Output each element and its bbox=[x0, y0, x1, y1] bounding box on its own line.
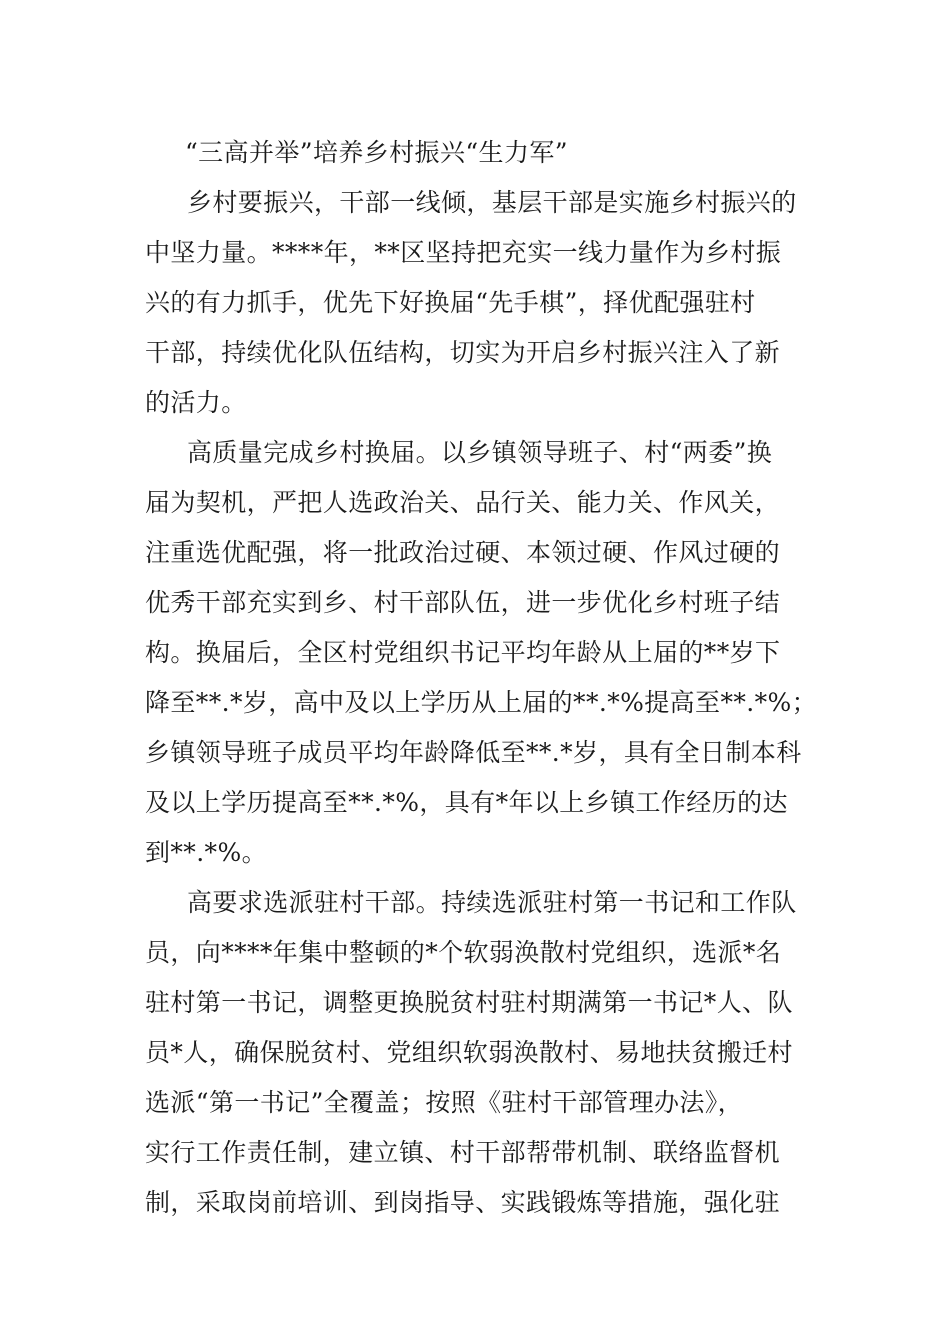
paragraph-line: 构。换届后，全区村党组织书记平均年龄从上届的**岁下 bbox=[145, 638, 781, 667]
paragraph-line: 到**.*%。 bbox=[145, 838, 268, 867]
paragraph-line: 及以上学历提高至**.*%，具有*年以上乡镇工作经历的达 bbox=[145, 788, 788, 817]
paragraph-line: 乡镇领导班子成员平均年龄降低至**.*岁，具有全日制本科 bbox=[145, 738, 802, 767]
paragraph-line: 员，向****年集中整顿的*个软弱涣散村党组织，选派*名 bbox=[145, 938, 782, 967]
paragraph-line: 注重选优配强，将一批政治过硬、本领过硬、作风过硬的 bbox=[145, 538, 781, 567]
paragraph-line: 的活力。 bbox=[145, 388, 247, 417]
paragraph-1 bbox=[145, 178, 810, 428]
document-title: “三高并举”培养乡村振兴“生力军” bbox=[185, 138, 568, 167]
paragraph-line: 兴的有力抓手，优先下好换届“先手棋”，择优配强驻村 bbox=[145, 288, 756, 317]
document-body bbox=[145, 128, 818, 1228]
paragraph-line: 员*人，确保脱贫村、党组织软弱涣散村、易地扶贫搬迁村 bbox=[145, 1038, 793, 1067]
paragraph-line: 降至**.*岁，高中及以上学历从上届的**.*%提高至**.*%； bbox=[145, 688, 818, 717]
paragraph-line: 干部，持续优化队伍结构，切实为开启乡村振兴注入了新 bbox=[145, 338, 781, 367]
paragraph-2 bbox=[145, 428, 818, 878]
paragraph-3 bbox=[145, 878, 810, 1228]
paragraph-line: 优秀干部充实到乡、村干部队伍，进一步优化乡村班子结 bbox=[145, 588, 781, 617]
paragraph-line: 驻村第一书记，调整更换脱贫村驻村期满第一书记*人、队 bbox=[145, 988, 793, 1017]
paragraph-line: 实行工作责任制，建立镇、村干部帮带机制、联络监督机 bbox=[145, 1138, 781, 1167]
paragraph-line: 乡村要振兴，干部一线倾，基层干部是实施乡村振兴的 bbox=[187, 188, 797, 217]
paragraph-line: 高要求选派驻村干部。持续选派驻村第一书记和工作队 bbox=[187, 888, 797, 917]
paragraph-line: 高质量完成乡村换届。以乡镇领导班子、村“两委”换 bbox=[187, 438, 773, 467]
paragraph-line: 制，采取岗前培训、到岗指导、实践锻炼等措施，强化驻 bbox=[145, 1188, 781, 1217]
paragraph-line: 中坚力量。****年，**区坚持把充实一线力量作为乡村振 bbox=[145, 238, 782, 267]
paragraph-line: 选派“第一书记”全覆盖；按照《驻村干部管理办法》， bbox=[145, 1088, 744, 1117]
paragraph-line: 届为契机，严把人选政治关、品行关、能力关、作风关， bbox=[145, 488, 781, 517]
